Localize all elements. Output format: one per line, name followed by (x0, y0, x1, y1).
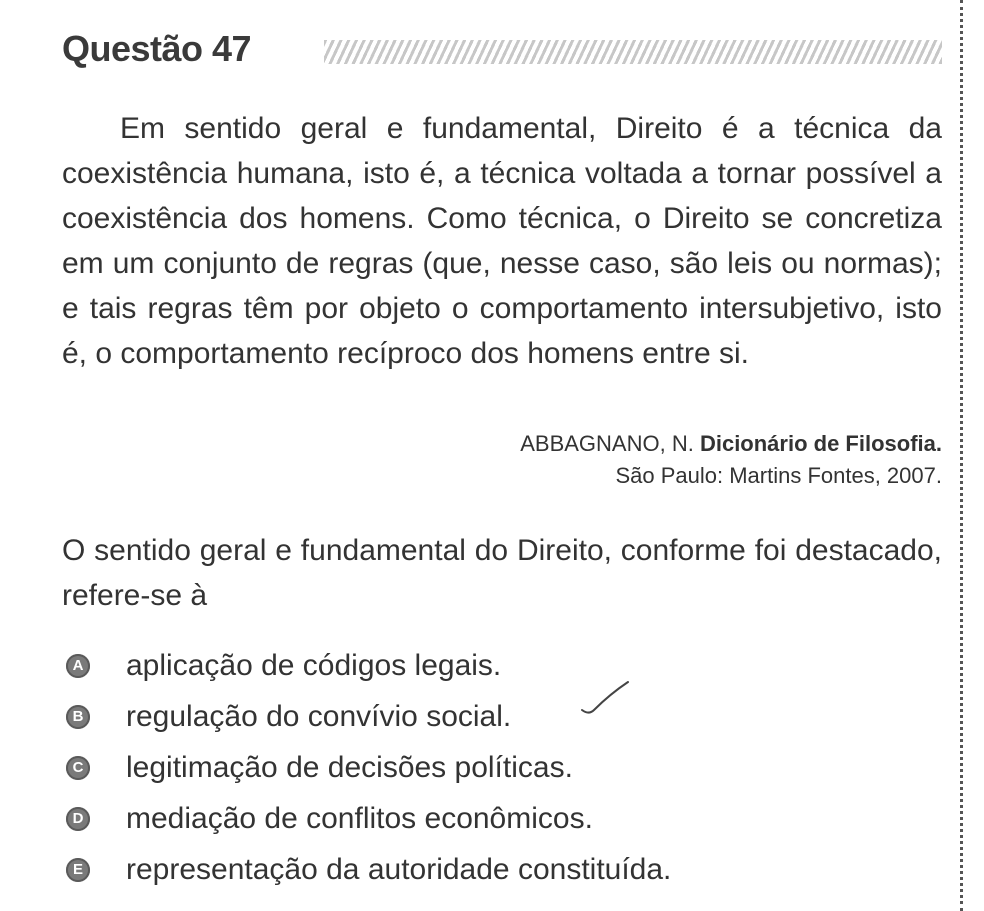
option-text: regulação do convívio social. (126, 699, 512, 733)
citation-publisher: São Paulo: Martins Fontes, 2007. (615, 463, 942, 488)
question-prompt: O sentido geral e fundamental do Direito, conforme foi destacado, refere-se à (62, 534, 942, 612)
option-letter-badge: E (66, 858, 90, 882)
decorative-hatch-bar (324, 40, 942, 64)
citation (62, 428, 942, 492)
option-text: representação da autoridade constituída. (126, 852, 672, 886)
option-d[interactable] (62, 793, 942, 844)
option-letter-badge: D (66, 807, 90, 831)
option-letter-badge: B (66, 705, 90, 729)
option-text: aplicação de códigos legais. (126, 648, 502, 682)
margin-dotted-line (960, 0, 963, 911)
citation-line-1 (62, 428, 942, 460)
option-e[interactable] (62, 844, 942, 895)
option-a[interactable] (62, 640, 942, 691)
option-c[interactable] (62, 742, 942, 793)
citation-author: ABBAGNANO, N. (520, 431, 694, 456)
passage-text: Em sentido geral e fundamental, Direito é a técnica da coexistência humana, isto é, a técnica voltada a tornar possível a coexistência dos homens. Como técnica, o Direito se concretiza em um conjunto de regras (que, nesse caso, são leis ou normas); e tais regras têm por objeto o comportamento intersubjetivo, isto é, o comportamento recíproco dos homens entre si. (62, 112, 942, 370)
option-text: mediação de conflitos econômicos. (126, 801, 593, 835)
option-letter-badge: C (66, 756, 90, 780)
option-text: legitimação de decisões políticas. (126, 750, 573, 784)
handwritten-check-mark-icon (580, 680, 630, 716)
option-letter-badge: A (66, 654, 90, 678)
option-b[interactable] (62, 691, 942, 742)
question-header (62, 28, 942, 78)
answer-options (62, 640, 942, 895)
citation-book: Dicionário de Filosofia. (699, 431, 942, 456)
question-title: Questão 47 (62, 28, 252, 69)
